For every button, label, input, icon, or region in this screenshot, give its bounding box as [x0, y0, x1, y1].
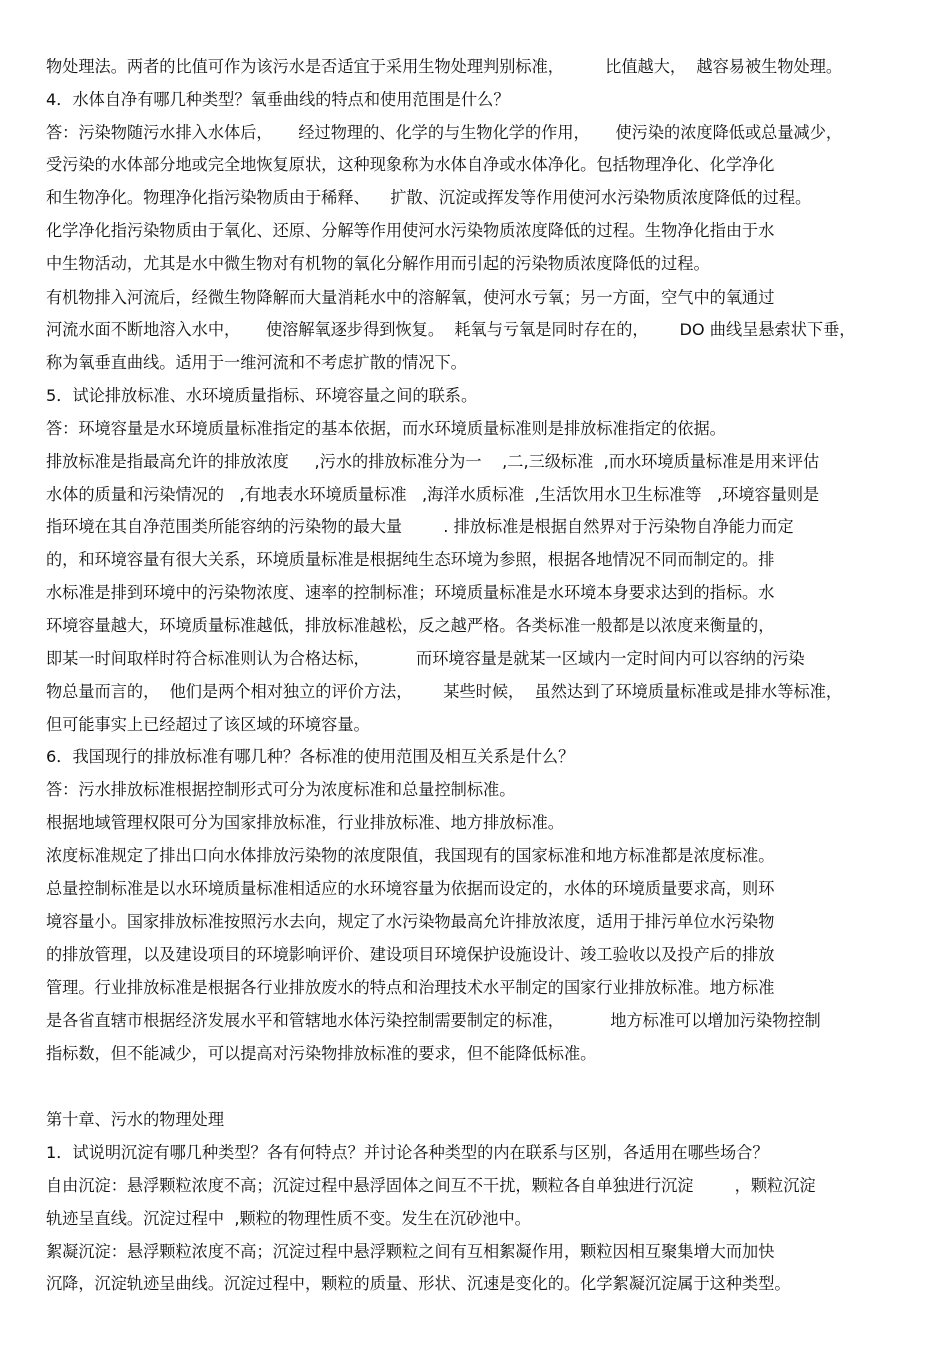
text-line: 答：污水排放标准根据控制形式可分为浓度标准和总量控制标准。: [46, 780, 516, 799]
text-line: 排放标准是指最高允许的排放浓度 ,污水的排放标准分为一 ,二,三级标准 ,而水环境质量标准是用来评估: [46, 452, 820, 471]
text-line: 指标数，但不能减少，可以提高对污染物排放标准的要求，但不能降低标准。: [46, 1044, 597, 1063]
text-line: 根据地域管理权限可分为国家排放标准，行业排放标准、地方排放标准。: [46, 813, 564, 832]
text-line: 境容量小。国家排放标准按照污水去向，规定了水污染物最高允许排放浓度，适用于排污单位水污染物: [46, 912, 775, 931]
text-line: 中生物活动，尤其是水中微生物对有机物的氧化分解作用而引起的污染物质浓度降低的过程。: [46, 254, 710, 273]
text-line: 物总量而言的， 他们是两个相对独立的评价方法， 某些时候， 虽然达到了环境质量标准或是排水等标准，: [46, 682, 843, 701]
text-line: 受污染的水体部分地或完全地恢复原状，这种现象称为水体自净或水体净化。包括物理净化、化学净化: [46, 155, 775, 174]
text-line: 物处理法。两者的比值可作为该污水是否适宜于采用生物处理判别标准， 比值越大， 越容易被生物处理。: [46, 57, 843, 76]
text-line: 答：污染物随污水排入水体后， 经过物理的、化学的与生物化学的作用， 使污染的浓度降低或总量减少，: [46, 123, 843, 142]
text-line: 的，和环境容量有很大关系，环境质量标准是根据纯生态环境为参照，根据各地情况不同而制定的。排: [46, 550, 775, 569]
text-line: 河流水面不断地溶入水中， 使溶解氧逐步得到恢复。 耗氧与亏氧是同时存在的， DO 曲线呈悬索状下垂，: [46, 320, 856, 339]
text-line: 环境容量越大，环境质量标准越低，排放标准越松，反之越严格。各类标准一般都是以浓度来衡量的，: [46, 616, 775, 635]
text-line: 水标准是排到环境中的污染物浓度、速率的控制标准；环境质量标准是水环境本身要求达到的指标。水: [46, 583, 775, 602]
text-line: 称为氧垂直曲线。适用于一维河流和不考虑扩散的情况下。: [46, 353, 467, 372]
text-line: 有机物排入河流后，经微生物降解而大量消耗水中的溶解氧，使河水亏氧；另一方面，空气中的氧通过: [46, 288, 775, 307]
text-line: 是各省直辖市根据经济发展水平和管辖地水体污染控制需要制定的标准， 地方标准可以增加污染物控制: [46, 1011, 821, 1030]
question-4-heading: 4．水体自净有哪几种类型？氧垂曲线的特点和使用范围是什么？: [46, 90, 510, 109]
text-line: 的排放管理，以及建设项目的环境影响评价、建设项目环境保护设施设计、竣工验收以及投产后的排放: [46, 945, 775, 964]
text-line: 沉降，沉淀轨迹呈曲线。沉淀过程中，颗粒的质量、形状、沉速是变化的。化学絮凝沉淀属于这种类型。: [46, 1274, 791, 1293]
text-line: 总量控制标准是以水环境质量标准相适应的水环境容量为依据而设定的，水体的环境质量要求高，则环: [46, 879, 775, 898]
text-line: 浓度标准规定了排出口向水体排放污染物的浓度限值，我国现有的国家标准和地方标准都是浓度标准。: [46, 846, 775, 865]
text-line: 和生物净化。物理净化指污染物质由于稀释、 扩散、沉淀或挥发等作用使河水污染物质浓度降低的过程。: [46, 188, 812, 207]
text-line: 自由沉淀：悬浮颗粒浓度不高；沉淀过程中悬浮固体之间互不干扰，颗粒各自单独进行沉淀 ，颗粒沉淀: [46, 1176, 816, 1195]
chapter-10-heading: 第十章、污水的物理处理: [46, 1110, 225, 1129]
text-line: 化学净化指污染物质由于氧化、还原、分解等作用使河水污染物质浓度降低的过程。生物净化指由于水: [46, 221, 775, 240]
text-line: 轨迹呈直线。沉淀过程中 ,颗粒的物理性质不变。发生在沉砂池中。: [46, 1209, 531, 1228]
text-line: 指环境在其自净范围类所能容纳的污染物的最大量 . 排放标准是根据自然界对于污染物自净能力而定: [46, 517, 794, 536]
question-6-heading: 6．我国现行的排放标准有哪几种？各标准的使用范围及相互关系是什么？: [46, 747, 575, 766]
question-5-heading: 5．试论排放标准、水环境质量指标、环境容量之间的联系。: [46, 386, 478, 405]
text-line: 但可能事实上已经超过了该区域的环境容量。: [46, 715, 370, 734]
text-line: 答：环境容量是水环境质量标准指定的基本依据，而水环境质量标准则是排放标准指定的依据。: [46, 419, 726, 438]
text-line: 水体的质量和污染情况的 ,有地表水环境质量标准 ,海洋水质标准 ,生活饮用水卫生标准等 ,环境容量则是: [46, 485, 820, 504]
text-line: 絮凝沉淀：悬浮颗粒浓度不高；沉淀过程中悬浮颗粒之间有互相絮凝作用，颗粒因相互聚集增大而加快: [46, 1242, 775, 1261]
text-line: 即某一时间取样时符合标准则认为合格达标， 而环境容量是就某一区域内一定时间内可以容纳的污染: [46, 649, 805, 668]
text-line: 管理。行业排放标准是根据各行业排放废水的特点和治理技术水平制定的国家行业排放标准。地方标准: [46, 978, 775, 997]
question-1-heading: 1．试说明沉淀有哪几种类型？各有何特点？并讨论各种类型的内在联系与区别，各适用在哪些场合？: [46, 1143, 769, 1162]
